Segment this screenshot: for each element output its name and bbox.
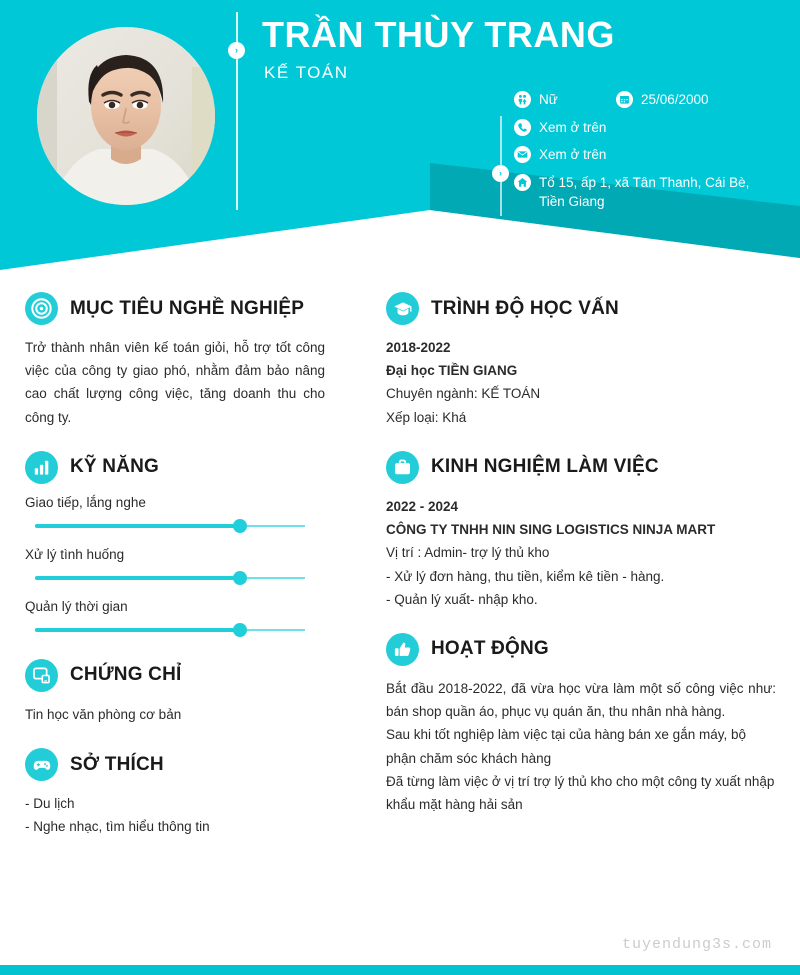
thumbs-up-icon (386, 633, 419, 666)
skill-slider[interactable] (25, 623, 325, 637)
portrait-photo (37, 27, 215, 205)
skill-label: Giao tiếp, lắng nghe (25, 494, 146, 510)
contact-row-email (514, 145, 794, 165)
experience-period: 2022 - 2024 (386, 498, 459, 514)
skill-label: Quản lý thời gian (25, 598, 128, 614)
activity-paragraph: Đã từng làm việc ở vị trí trợ lý thủ kho cho một công ty xuất nhập khẩu mặt hàng hải sản (386, 773, 775, 813)
skills-title: KỸ NĂNG (70, 456, 160, 478)
hobbies-header (25, 748, 325, 781)
slider-knob[interactable] (233, 571, 247, 585)
chevron-right-icon-secondary: › (492, 165, 509, 182)
right-column (386, 292, 776, 838)
section-experience (386, 451, 776, 611)
skill-item (25, 495, 325, 533)
address-value: Tổ 15, ấp 1, xã Tân Thanh, Cái Bè, Tiền Giang (539, 174, 750, 210)
left-column (25, 292, 325, 861)
home-icon (514, 174, 531, 191)
phone-value: Xem ở trên (539, 119, 607, 135)
section-activities (386, 633, 776, 816)
page-title: TRẦN THÙY TRANG (262, 14, 615, 55)
experience-company: CÔNG TY TNHH NIN SING LOGISTICS NINJA MART (386, 522, 716, 538)
job-role: KẾ TOÁN (264, 63, 349, 82)
education-grade: Xếp loại: Khá (386, 409, 467, 425)
gamepad-icon (25, 748, 58, 781)
activities-header (386, 633, 776, 666)
hobby-item: - Du lịch (25, 796, 75, 812)
contact-info (514, 90, 794, 220)
objective-header (25, 292, 325, 325)
contact-dob (616, 90, 709, 110)
contact-row-gender-dob (514, 90, 794, 110)
education-header (386, 292, 776, 325)
contact-row-address (514, 173, 794, 212)
skill-slider[interactable] (25, 571, 325, 585)
skills-header (25, 451, 325, 484)
hobby-item: - Nghe nhạc, tìm hiểu thông tin (25, 819, 210, 835)
skill-slider[interactable] (25, 519, 325, 533)
section-objective (25, 292, 325, 429)
slider-fill (35, 524, 243, 528)
slider-knob[interactable] (233, 623, 247, 637)
dob-value: 25/06/2000 (641, 92, 709, 107)
phone-icon (514, 119, 531, 136)
certificates-title: CHỨNG CHỈ (70, 664, 182, 686)
briefcase-icon (386, 451, 419, 484)
calendar-icon (616, 91, 633, 108)
certificates-header (25, 659, 325, 692)
activity-paragraph: Sau khi tốt nghiệp làm việc tại của hàng bán xe gắn máy, bộ phận chăm sóc khách hàng (386, 727, 746, 766)
experience-header (386, 451, 776, 484)
graduation-cap-icon (386, 292, 419, 325)
experience-duty: - Quản lý xuất- nhập kho. (386, 591, 538, 607)
skill-item (25, 547, 325, 585)
experience-title: KINH NGHIỆM LÀM VIỆC (431, 456, 659, 478)
education-title: TRÌNH ĐỘ HỌC VẤN (431, 297, 619, 319)
watermark: tuyendung3s.com (621, 936, 772, 953)
envelope-icon (514, 146, 531, 163)
certificate-item: Tin học văn phòng cơ bản (25, 706, 182, 722)
experience-position: Vị trí : Admin- trợ lý thủ kho (386, 545, 550, 561)
experience-duty: - Xử lý đơn hàng, thu tiền, kiểm kê tiền - hàng. (386, 568, 665, 584)
footer-bar (0, 965, 800, 975)
certificate-icon (25, 659, 58, 692)
activities-title: HOẠT ĐỘNG (431, 638, 549, 660)
activity-paragraph: Bắt đầu 2018-2022, đã vừa học vừa làm một số công việc như: bán shop quần áo, phục vụ quán ăn, thu nhân nhà hàng. (386, 680, 776, 720)
contact-row-phone (514, 118, 794, 138)
gender-value: Nữ (539, 92, 558, 107)
education-period: 2018-2022 (386, 340, 451, 355)
slider-fill (35, 628, 243, 632)
section-certificates (25, 659, 325, 726)
cv-header (0, 0, 800, 290)
section-education (386, 292, 776, 429)
email-value: Xem ở trên (539, 147, 607, 163)
gender-icon (514, 91, 531, 108)
hobbies-title: SỞ THÍCH (70, 753, 164, 775)
target-icon (25, 292, 58, 325)
education-school: Đại học TIỀN GIANG (386, 363, 518, 379)
chevron-right-icon: › (228, 42, 245, 59)
avatar (37, 27, 215, 205)
contact-gender (514, 90, 616, 110)
skill-item (25, 599, 325, 637)
objective-body: Trở thành nhân viên kế toán giỏi, hỗ trợ tốt công việc của công ty giao phó, nhằm đảm bảo nâng cao chất lượng công việc, tăng doanh thu cho công ty. (25, 340, 325, 425)
skill-label: Xử lý tình huống (25, 546, 125, 562)
bar-chart-icon (25, 451, 58, 484)
objective-title: MỤC TIÊU NGHỀ NGHIỆP (70, 297, 305, 319)
slider-fill (35, 576, 243, 580)
section-hobbies (25, 748, 325, 838)
section-skills (25, 451, 325, 637)
education-major: Chuyên ngành: KẾ TOÁN (386, 386, 541, 402)
slider-knob[interactable] (233, 519, 247, 533)
